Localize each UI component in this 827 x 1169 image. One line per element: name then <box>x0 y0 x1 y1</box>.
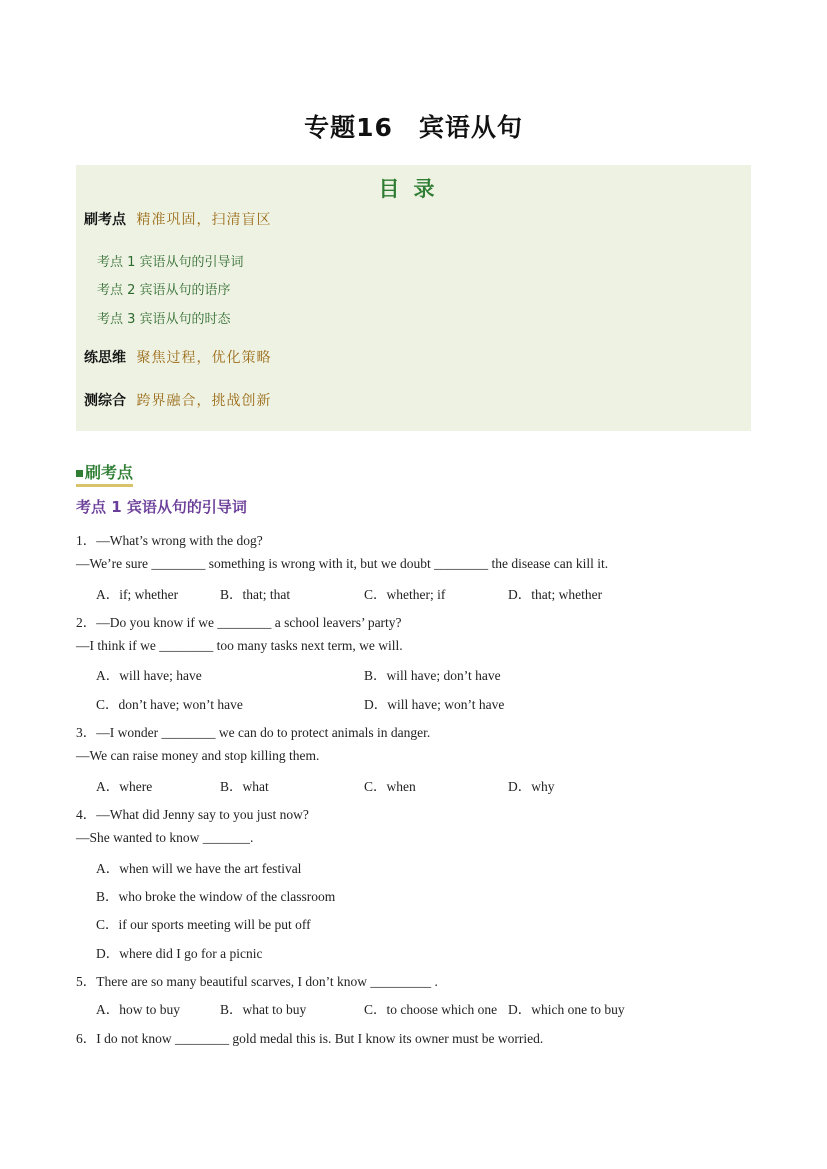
toc-row-comprehensive[interactable] <box>84 390 271 410</box>
section-heading-text: 刷考点 <box>85 463 134 482</box>
question-3-line-2: —We can raise money and stop killing them. <box>76 748 320 763</box>
toc-label: 练思维 <box>84 350 126 366</box>
toc-row-thinking[interactable] <box>84 347 271 367</box>
q1-option-d[interactable]: D．that; whether <box>508 587 603 602</box>
toc-label: 测综合 <box>84 393 126 409</box>
toc-heading: 目录 <box>378 177 449 201</box>
q4-option-d[interactable]: D．where did I go for a picnic <box>96 946 263 961</box>
question-6-line-1: 6．I do not know ________ gold medal this is. But I know its owner must be worried. <box>76 1031 544 1046</box>
section-heading <box>76 460 133 487</box>
question-2-line-1: 2．—Do you know if we ________ a school leavers’ party? <box>76 615 402 630</box>
toc-desc: 精准巩固，扫清盲区 <box>136 212 272 228</box>
toc-row-practice[interactable] <box>84 209 271 229</box>
q3-option-d[interactable]: D．why <box>508 779 555 794</box>
q4-option-a[interactable]: A．when will we have the art festival <box>96 861 302 876</box>
q1-option-c[interactable]: C．whether; if <box>364 587 446 602</box>
q5-option-a[interactable]: A．how to buy <box>96 1002 180 1017</box>
q2-option-a[interactable]: A．will have; have <box>96 668 202 683</box>
question-4-line-1: 4．—What did Jenny say to you just now? <box>76 807 309 822</box>
toc-label: 刷考点 <box>84 212 126 228</box>
question-2-line-2: —I think if we ________ too many tasks next term, we will. <box>76 638 403 653</box>
q4-option-c[interactable]: C．if our sports meeting will be put off <box>96 917 311 932</box>
page-title: 专题16 宾语从句 <box>304 113 523 142</box>
q4-option-b[interactable]: B．who broke the window of the classroom <box>96 889 336 904</box>
q1-option-b[interactable]: B．that; that <box>220 587 291 602</box>
toc-subitem[interactable]: 考点 3 宾语从句的时态 <box>97 312 231 327</box>
toc-desc: 聚焦过程，优化策略 <box>136 350 272 366</box>
question-4-line-2: —She wanted to know _______. <box>76 830 254 845</box>
square-bullet-icon <box>76 470 83 477</box>
question-1-line-1: 1．—What’s wrong with the dog? <box>76 533 263 548</box>
table-of-contents <box>76 165 751 431</box>
q3-option-c[interactable]: C．when <box>364 779 416 794</box>
q3-option-a[interactable]: A．where <box>96 779 153 794</box>
question-3-line-1: 3．—I wonder ________ we can do to protect animals in danger. <box>76 725 431 740</box>
q5-option-c[interactable]: C．to choose which one <box>364 1002 498 1017</box>
kaodian-heading: 考点 1 宾语从句的引导词 <box>76 498 247 516</box>
q2-option-d[interactable]: D．will have; won’t have <box>364 697 505 712</box>
q2-option-c[interactable]: C．don’t have; won’t have <box>96 697 243 712</box>
question-1-line-2: —We’re sure ________ something is wrong with it, but we doubt ________ the disease can kill it. <box>76 556 609 571</box>
q1-option-a[interactable]: A．if; whether <box>96 587 179 602</box>
q2-option-b[interactable]: B．will have; don’t have <box>364 668 501 683</box>
question-5-line-1: 5．There are so many beautiful scarves, I don’t know _________ . <box>76 974 438 989</box>
q5-option-b[interactable]: B．what to buy <box>220 1002 307 1017</box>
toc-subitem[interactable]: 考点 2 宾语从句的语序 <box>97 283 231 298</box>
q5-option-d[interactable]: D．which one to buy <box>508 1002 625 1017</box>
q3-option-b[interactable]: B．what <box>220 779 269 794</box>
toc-subitem[interactable]: 考点 1 宾语从句的引导词 <box>97 255 244 270</box>
toc-desc: 跨界融合，挑战创新 <box>136 393 272 409</box>
